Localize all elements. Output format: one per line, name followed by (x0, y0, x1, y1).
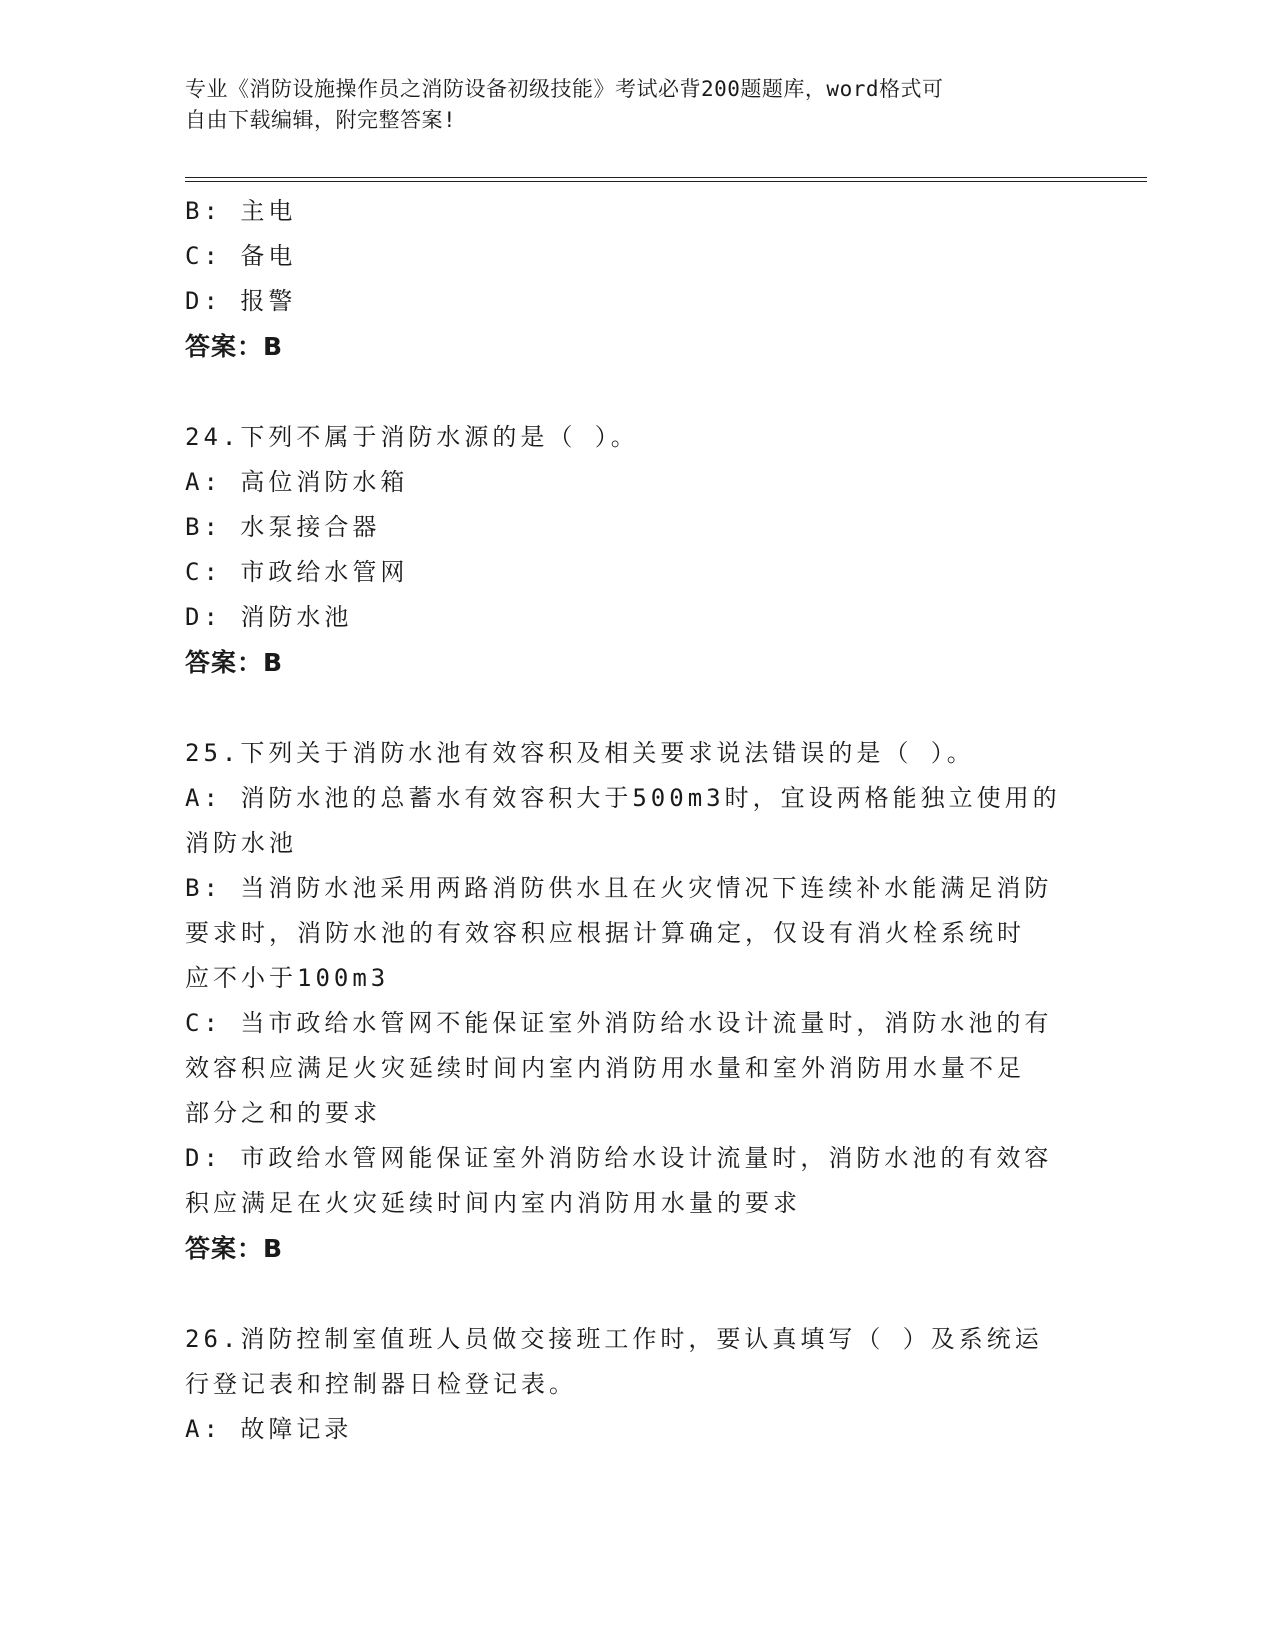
answer: 答案：B (185, 1234, 284, 1263)
spacer (185, 369, 1085, 415)
option-a: A: 高位消防水箱 (185, 468, 409, 496)
option-b: B: 水泵接合器 (185, 513, 381, 541)
answer: 答案：B (185, 648, 284, 677)
header-line-2: 自由下载编辑，附完整答案! (185, 108, 457, 132)
question-stem: 24.下列不属于消防水源的是（ ）。 (185, 423, 639, 451)
option-c: C: 市政给水管网 (185, 558, 409, 586)
option-b-line-2: 要求时，消防水池的有效容积应根据计算确定，仅设有消火栓系统时 (185, 919, 1025, 947)
question-stem-line-2: 行登记表和控制器日检登记表。 (185, 1370, 577, 1398)
header-line-1: 专业《消防设施操作员之消防设备初级技能》考试必背200题题库，word格式可 (185, 77, 944, 101)
option-a-line-1: A: 消防水池的总蓄水有效容积大于500m3时，宜设两格能独立使用的 (185, 784, 1061, 812)
question-26 (185, 1317, 1085, 1452)
option-d-line-1: D: 市政给水管网能保证室外消防给水设计流量时，消防水池的有效容 (185, 1144, 1053, 1172)
header-divider-top (185, 177, 1147, 178)
question-stem: 25.下列关于消防水池有效容积及相关要求说法错误的是（ ）。 (185, 739, 975, 767)
option-a-line-2: 消防水池 (185, 829, 297, 857)
option-b-line-3: 应不小于100m3 (185, 964, 390, 992)
spacer (185, 685, 1085, 731)
question-list (185, 189, 1085, 1452)
question-24 (185, 415, 1085, 685)
answer: 答案：B (185, 332, 284, 361)
question-25 (185, 731, 1085, 1271)
question-stem-line-1: 26.消防控制室值班人员做交接班工作时，要认真填写（ ）及系统运 (185, 1325, 1043, 1353)
option-d-line-2: 积应满足在火灾延续时间内室内消防用水量的要求 (185, 1189, 801, 1217)
option-c: C: 备电 (185, 242, 297, 270)
option-b-line-1: B: 当消防水池采用两路消防供水且在火灾情况下连续补水能满足消防 (185, 874, 1053, 902)
option-a: A: 故障记录 (185, 1415, 353, 1443)
document-header (185, 74, 1065, 136)
option-c-line-3: 部分之和的要求 (185, 1099, 381, 1127)
option-b: B: 主电 (185, 197, 297, 225)
option-d: D: 报警 (185, 287, 297, 315)
question-23 (185, 189, 1085, 369)
spacer (185, 1271, 1085, 1317)
option-c-line-1: C: 当市政给水管网不能保证室外消防给水设计流量时，消防水池的有 (185, 1009, 1053, 1037)
option-d: D: 消防水池 (185, 603, 353, 631)
header-divider-bottom (185, 181, 1147, 182)
option-c-line-2: 效容积应满足火灾延续时间内室内消防用水量和室外消防用水量不足 (185, 1054, 1025, 1082)
